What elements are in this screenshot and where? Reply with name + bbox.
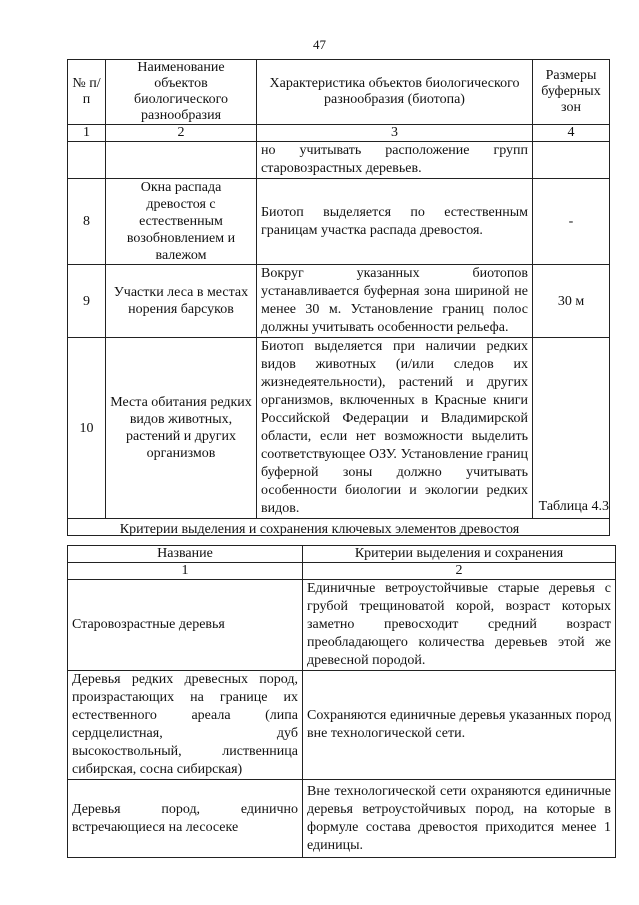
empty-cell — [106, 142, 257, 179]
table-header-row — [68, 60, 610, 125]
column-index: 4 — [533, 125, 610, 142]
header-size: Размеры буферных зон — [533, 60, 610, 125]
object-name: Окна распада древостоя с естественным возобновлением и валежом — [106, 179, 257, 265]
object-name: Места обитания редких видов животных, растений и других организмов — [106, 338, 257, 519]
table-row — [68, 580, 616, 671]
table-row — [68, 265, 610, 338]
object-description: Вокруг указанных биотопов устанавливается буферная зона шириной не менее 30 м. Установление границ полос должны учитывать особенности рельефа. — [257, 265, 533, 338]
column-index: 1 — [68, 563, 303, 580]
element-name: Деревья пород, единично встречающиеся на лесосеке — [68, 780, 303, 858]
column-index: 1 — [68, 125, 106, 142]
empty-cell — [68, 142, 106, 179]
header-criteria: Критерии выделения и сохранения — [303, 546, 616, 563]
row-number: 10 — [68, 338, 106, 519]
object-name: Участки леса в местах норения барсуков — [106, 265, 257, 338]
row-number: 8 — [68, 179, 106, 265]
header-name: Название — [68, 546, 303, 563]
table-header-row — [68, 546, 616, 563]
table-row — [68, 780, 616, 858]
object-description: Биотоп выделяется по естественным границам участка распада древостоя. — [257, 179, 533, 265]
buffer-size — [533, 338, 610, 519]
header-name: Наименование объектов биологического разнообразия — [106, 60, 257, 125]
table-row — [68, 338, 610, 519]
continuation-text: но учитывать расположение групп старовозрастных деревьев. — [257, 142, 533, 179]
table-row — [68, 671, 616, 780]
element-criteria: Сохраняются единичные деревья указанных пород вне технологической сети. — [303, 671, 616, 780]
table-caption: Критерии выделения и сохранения ключевых элементов древостоя — [119, 522, 520, 537]
table-label: Таблица 4.3 — [538, 499, 609, 514]
biodiversity-objects-table — [67, 59, 610, 536]
buffer-size: - — [533, 179, 610, 265]
column-index-row — [68, 125, 610, 142]
column-index: 2 — [303, 563, 616, 580]
key-elements-table — [67, 545, 616, 858]
table-row-continuation — [68, 142, 610, 179]
page-number: 47 — [313, 37, 326, 52]
table-row — [68, 179, 610, 265]
empty-cell — [533, 142, 610, 179]
row-number: 9 — [68, 265, 106, 338]
buffer-size: 30 м — [533, 265, 610, 338]
header-num: № п/п — [68, 60, 106, 125]
element-criteria: Вне технологической сети охраняются единичные деревья ветроустойчивых пород, на которые в формуле состава древостоя приходится менее 1 единицы. — [303, 780, 616, 858]
element-name: Деревья редких древесных пород, произрастающих на границе их естественного ареала (липа сердцелистная, дуб высокоствольный, лиственница сибирская, сосна сибирская) — [68, 671, 303, 780]
header-desc: Характеристика объектов биологического разнообразия (биотопа) — [257, 60, 533, 125]
element-criteria: Единичные ветроустойчивые старые деревья с грубой трещиноватой корой, возраст которых заметно превосходит средний возраст преобладающего количества деревьев этой же древесной породой. — [303, 580, 616, 671]
column-index: 3 — [257, 125, 533, 142]
column-index-row — [68, 563, 616, 580]
column-index: 2 — [106, 125, 257, 142]
element-name: Старовозрастные деревья — [68, 580, 303, 671]
object-description: Биотоп выделяется при наличии редких видов животных (и/или следов их жизнедеятельности), растений и других организмов, включенных в Красные книги Российской Федерации и Владимирской области, если нет возможности выделить соответствующее ОЗУ. Установление границ буферной зоны должно учитывать особенности биологии и экологии редких видов. — [257, 338, 533, 519]
